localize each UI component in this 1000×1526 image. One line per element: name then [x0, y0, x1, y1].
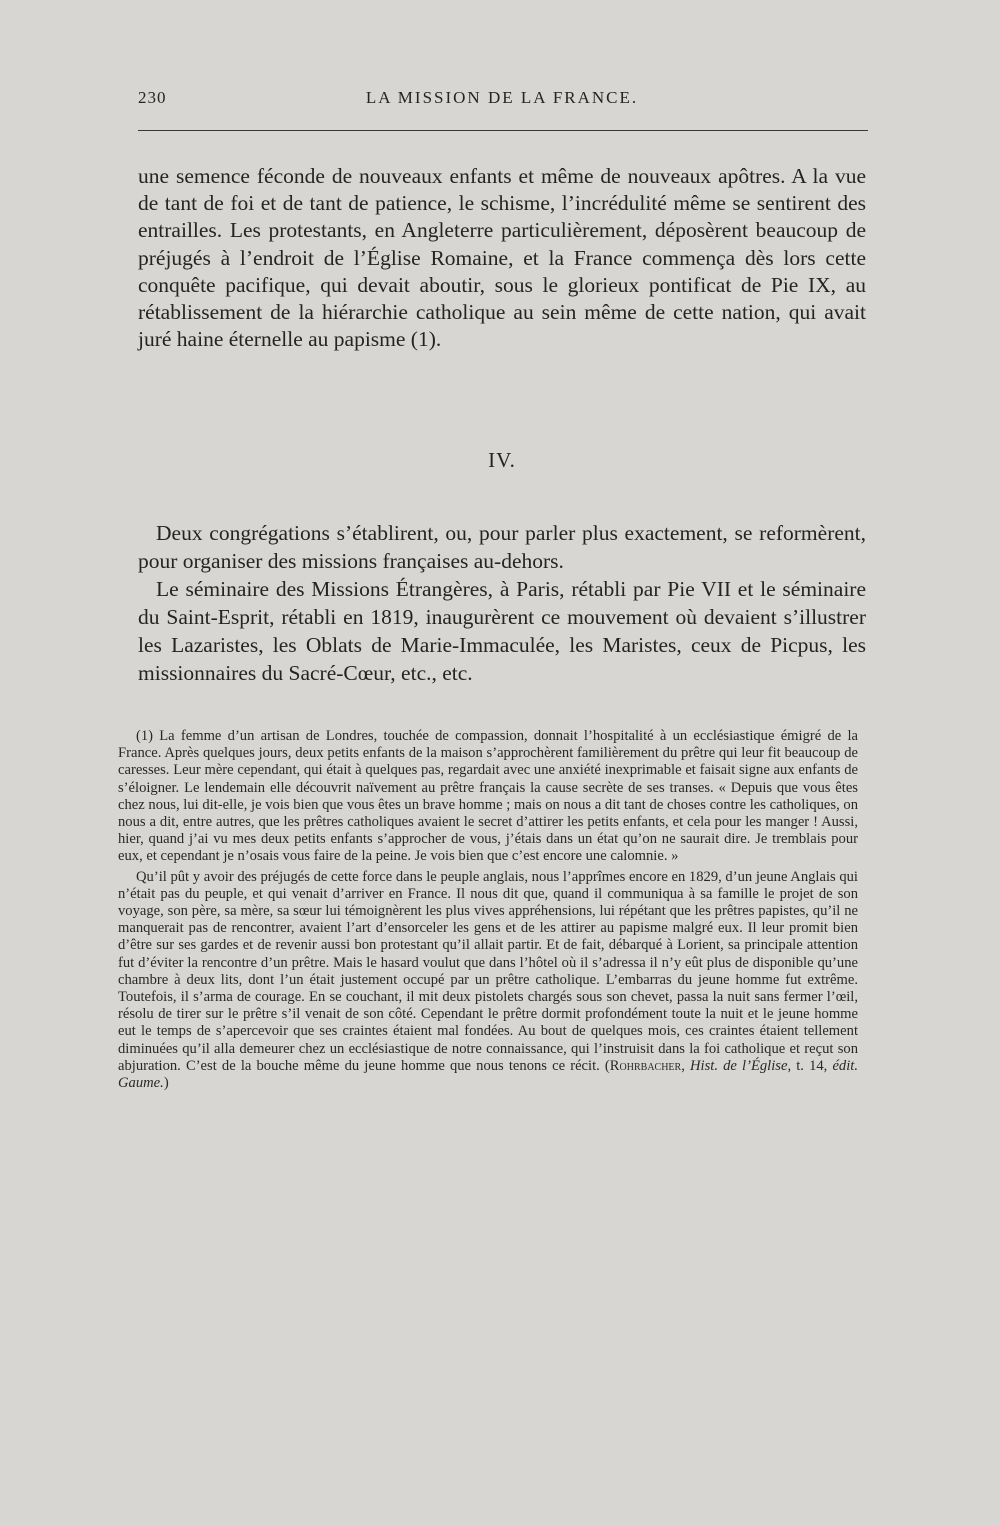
section-paragraph: Le séminaire des Missions Étrangères, à Paris, rétabli par Pie VII et le séminaire du Saint-Esprit, rétabli en 1819, inaugurèrent ce mouvement où devaient s’illustrer les Lazaristes, les Oblats de Marie-Immaculée, les Maristes, ceux de Picpus, les missionnaires du Sacré-Cœur, etc., etc.: [138, 577, 866, 685]
citation-title: Hist. de l’Église: [690, 1057, 788, 1074]
footnote: [118, 728, 858, 1095]
page-number: 230: [138, 88, 167, 107]
footnote-paragraph: (1) La femme d’un artisan de Londres, touchée de compassion, donnait l’hospitalité à un ecclésiastique émigré de la France. Après quelques jours, deux petits enfants de la maison s’approchèrent familièrement du prêtre qui leur fit beaucoup de caresses. Leur mère cependant, qui était à quelques pas, regardait avec une anxiété inexprimable et faisait signe aux enfants de s’éloigner. Le lendemain elle découvrit naïvement au prêtre français la cause secrète de ses transes. « Depuis que vous êtes chez nous, lui dit-elle, je vois bien que vous êtes un brave homme ; mais on nous a dit tant de choses contre les catholiques, on nous a dit, entre autres, que les prêtres catholiques avaient le secret d’attirer les petits enfants, et cela pour les manger ! Aussi, hier, quand j’ai vu mes deux petits enfants s’approcher de vous, j’étais dans un état qu’on ne saurait dire. Je tremblais pour eux, et cependant je n’osais vous faire de la peine. Je vois bien que c’est encore une calomnie. »: [118, 728, 858, 865]
footnote-text: Qu’il pût y avoir des préjugés de cette force dans le peuple anglais, nous l’apprîmes encore en 1829, d’un jeune Anglais qui n’était pas du peuple, et qui venait d’arriver en France. Il nous dit que, quand il communiqua à sa famille le projet de son voyage, son père, sa mère, sa sœur lui témoignèrent les plus vives appréhensions, lui répétant que les prêtres papistes, qu’il ne manquerait pas de rencontrer, avaient l’art d’ensorceler les gens et de les attirer au papisme malgré eux. Il leur promit bien d’être sur ses gardes et de revenir aussi bon protestant qu’il allait partir. Et de fait, débarqué à Lorient, sa principale attention fut d’éviter la rencontre d’un prêtre. Mais le hasard voulut que dans l’hôtel où il s’adressa il n’y eût plus de disponible qu’une chambre à deux lits, dont l’un était justement occupé par un prêtre catholique. L’embarras du jeune homme fut extrême. Toutefois, il s’arma de courage. En se couchant, il mit deux pistolets chargés sous son chevet, passa la nuit sans fermer l’œil, résolu de tirer sur le prêtre s’il venait de son côté. Cependant le prêtre dormit profondément toute la nuit et le jeune homme eut le temps de s’apercevoir que ses craintes étaient mal fondées. Au bout de quelques mois, ces craintes étaient tellement diminuées qu’il alla demeurer chez un ecclésiastique de notre connaissance, qui l’instruisit dans la foi catholique et reçut son abjuration. C’est de la bouche même du jeune homme que nous tenons ce récit. (: [118, 868, 858, 1074]
section-heading: IV.: [488, 448, 516, 472]
header-rule: [138, 130, 868, 131]
main-text: [138, 163, 866, 353]
footnote-paragraph: [118, 869, 858, 1093]
section-paragraph: Deux congrégations s’établirent, ou, pour parler plus exactement, se reformèrent, pour organiser des missions françaises au-dehors.: [138, 521, 866, 573]
paragraph-continuation: une semence féconde de nouveaux enfants et même de nouveaux apôtres. A la vue de tant de foi et de tant de patience, le schisme, l’incrédulité même se sentirent des entrailles. Les protestants, en Angleterre particulièrement, déposèrent beaucoup de préjugés à l’endroit de l’Église Romaine, et la France commença dès lors cette conquête pacifique, qui devait aboutir, sous le glorieux pontificat de Pie IX, au rétablissement de la hiérarchie catholique au sein même de cette nation, qui avait juré haine éternelle au papisme (1).: [138, 164, 866, 352]
citation-close: ): [163, 1075, 169, 1092]
page-header: [138, 88, 866, 118]
citation-volume: , t. 14,: [787, 1057, 833, 1074]
citation-author: Rohrbacher: [609, 1057, 682, 1074]
citation-edition: édit. Gaume.: [118, 1057, 858, 1092]
citation-separator: ,: [681, 1057, 691, 1074]
running-title: LA MISSION DE LA FRANCE.: [365, 88, 639, 107]
section-text: [138, 519, 866, 687]
